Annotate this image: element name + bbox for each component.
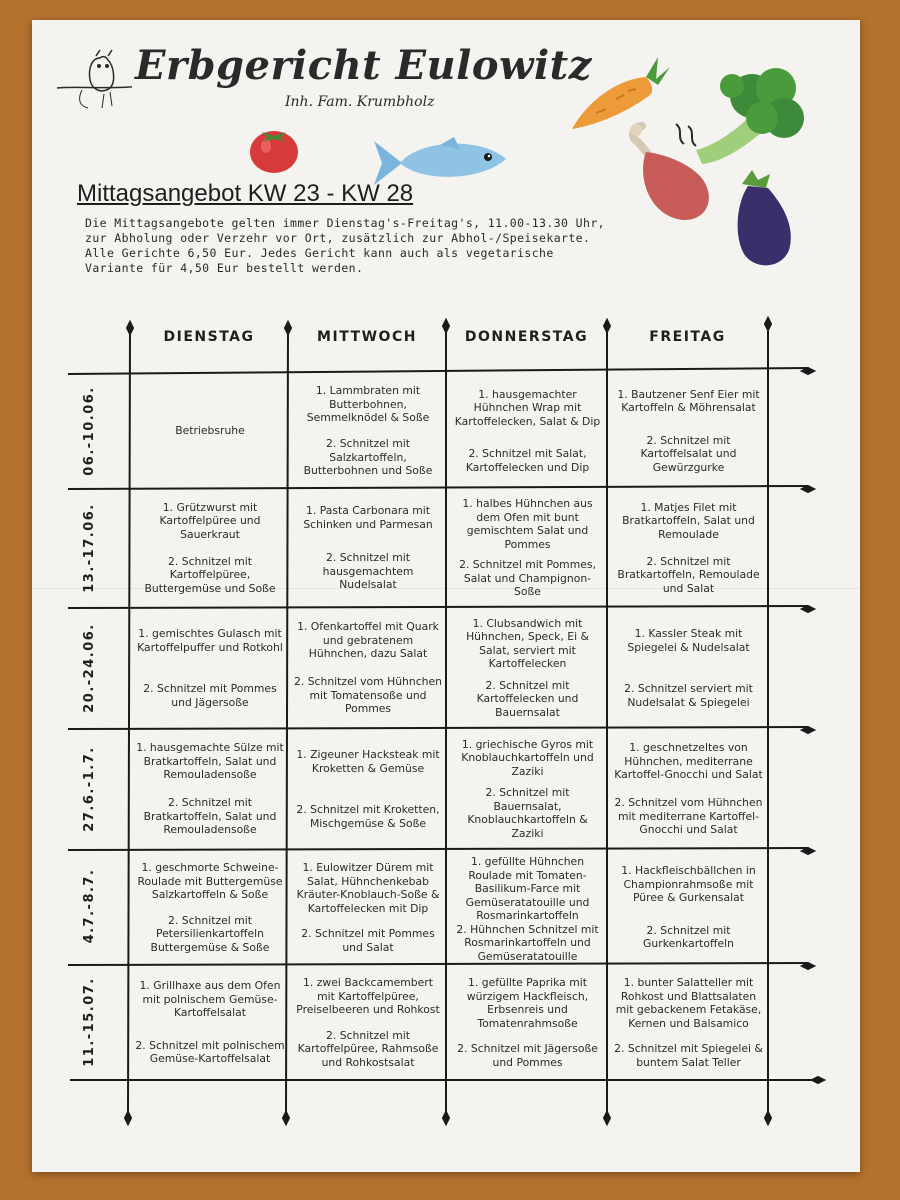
dish-text: 2. Schnitzel mit Pommes, Salat und Champignon-Soße <box>459 558 596 599</box>
dish-text: 2. Schnitzel mit Bratkartoffeln, Remoulade und Salat <box>617 554 760 595</box>
dish-text: 1. hausgemachter Hühnchen Wrap mit Kartoffelecken, Salat & Dip <box>454 387 601 428</box>
dish-text: 1. gemischtes Gulasch mit Kartoffelpuffer und Rotkohl <box>137 627 283 654</box>
menu-cell <box>290 966 446 1079</box>
menu-cell <box>448 966 607 1079</box>
day-header-friday: FREITAG <box>649 329 726 345</box>
dish-text: 2. Schnitzel mit Kroketten, Mischgemüse & Soße <box>296 803 440 830</box>
dish-text: 2. Schnitzel mit Kartoffelecken und Bauernsalat <box>476 678 579 719</box>
grid-line-horizontal <box>68 848 808 850</box>
dish-text: 1. Pasta Carbonara mit Schinken und Parmesan <box>303 504 433 531</box>
dish-text: 1. halbes Hühnchen aus dem Ofen mit bunt gemischtem Salat und Pommes <box>462 497 593 551</box>
menu-cell <box>609 609 768 727</box>
dish-text: 2. Schnitzel mit Pommes und Salat <box>301 927 435 954</box>
dish-text: 2. Schnitzel mit Bratkartoffeln, Salat und Remouladensoße <box>143 796 277 837</box>
grid-line-horizontal <box>68 606 808 608</box>
menu-cell <box>609 966 768 1079</box>
dish-text: 2. Schnitzel mit Gurkenkartoffeln <box>643 923 734 951</box>
dish-text: 1. Kassler Steak mit Spiegelei & Nudelsalat <box>627 627 750 654</box>
dish-text: 1. Bautzener Senf Eier mit Kartoffeln & Möhrensalat <box>617 387 760 415</box>
dish-text: 1. zwei Backcamembert mit Kartoffelpüree, Preiselbeeren und Rohkost <box>296 976 440 1016</box>
week-label: 13.-17.06. <box>82 503 97 593</box>
menu-cell <box>609 374 768 488</box>
dish-text: 1. geschmorte Schweine-Roulade mit Buttergemüse Salzkartoffeln & Soße <box>137 861 283 901</box>
dish-text: 1. Zigeuner Hacksteak mit Kroketten & Gemüse <box>296 748 440 775</box>
dish-text: 1. hausgemachte Sülze mit Bratkartoffeln, Salat und Remouladensoße <box>136 741 284 782</box>
dish-text: 2. Hühnchen Schnitzel mit Rosmarinkartoffeln und Gemüseratatouille <box>456 922 599 963</box>
brand-subtitle: Inh. Fam. Krumbholz <box>285 94 435 110</box>
dish-text: 1. Grützwurst mit Kartoffelpüree und Sauerkraut <box>159 500 261 541</box>
dish-text: 2. Schnitzel mit Pommes und Jägersoße <box>143 682 277 709</box>
menu-cell <box>609 490 768 606</box>
dish-text: 2. Schnitzel vom Hühnchen mit mediterrane Kartoffel-Gnocchi und Salat <box>614 796 763 837</box>
menu-cell <box>290 730 446 848</box>
dish-text: 1. geschnetzeltes von Hühnchen, mediterrane Kartoffel-Gnocchi und Salat <box>614 741 763 782</box>
dish-text: 1. Eulowitzer Dürem mit Salat, Hühnchenkebab Kräuter-Knoblauch-Soße & Kartoffelecken mit Dip <box>296 861 440 915</box>
dish-text: 1. Grillhaxe aus dem Ofen mit polnischem Gemüse-Kartoffelsalat <box>139 979 281 1020</box>
dish-text: 1. gefüllte Hühnchen Roulade mit Tomaten-Basilikum-Farce mit Gemüseratatouille und Rosmarinkartoffeln <box>465 855 590 922</box>
dish-text: 1. Ofenkartoffel mit Quark und gebratenem Hühnchen, dazu Salat <box>297 620 439 661</box>
week-label: 11.-15.07. <box>82 977 97 1067</box>
dish-text: 1. griechische Gyros mit Knoblauchkartoffeln und Zaziki <box>461 737 594 778</box>
menu-cell <box>132 374 288 488</box>
week-label: 27.6.-1.7. <box>82 746 97 832</box>
menu-cell <box>290 851 446 964</box>
intro-line: Alle Gerichte 6,50 Eur. Jedes Gericht kann auch als vegetarische <box>85 246 554 260</box>
dish-text: 2. Schnitzel mit Kartoffelpüree, Rahmsoße und Rohkostsalat <box>297 1028 439 1069</box>
menu-cell <box>448 609 607 727</box>
menu-cell <box>448 490 607 606</box>
intro-line: zur Abholung oder Verzehr vor Ort, zusätzlich zur Abhol-/Speisekarte. <box>85 231 591 245</box>
week-label: 20.-24.06. <box>82 623 97 713</box>
dish-text: 2. Schnitzel mit Spiegelei & buntem Salat Teller <box>614 1042 763 1069</box>
menu-cell <box>609 851 768 964</box>
menu-cell <box>132 966 288 1079</box>
dish-text: 2. Schnitzel serviert mit Nudelsalat & Spiegelei <box>624 682 753 709</box>
menu-cell <box>290 490 446 606</box>
dish-text: 2. Schnitzel mit polnischem Gemüse-Kartoffelsalat <box>135 1038 285 1066</box>
dish-text: 1. Matjes Filet mit Bratkartoffeln, Salat und Remoulade <box>622 500 755 541</box>
grid-line-vertical <box>128 328 130 1116</box>
menu-cell <box>132 851 288 964</box>
dish-text: 1. Lammbraten mit Butterbohnen, Semmelknödel & Soße <box>306 384 430 425</box>
dish-text: 1. Clubsandwich mit Hühnchen, Speck, Ei & Salat, serviert mit Kartoffelecken <box>466 616 589 671</box>
day-header-thursday: DONNERSTAG <box>464 329 589 345</box>
menu-cell <box>290 374 446 488</box>
dish-text: 2. Schnitzel mit Bauernsalat, Knoblauchkartoffeln & Zaziki <box>467 786 588 840</box>
week-label: 4.7.-8.7. <box>82 868 97 944</box>
menu-cell <box>609 730 768 848</box>
dish-text: 1. gefüllte Paprika mit würzigem Hackfleisch, Erbsenreis und Tomatenrahmsoße <box>466 976 589 1030</box>
dish-text: 2. Schnitzel vom Hühnchen mit Tomatensoße und Pommes <box>293 675 443 716</box>
dish-text: 2. Schnitzel mit Kartoffelsalat und Gewürzgurke <box>640 433 737 474</box>
dish-text: 2. Schnitzel mit Petersilienkartoffeln Buttergemüse & Soße <box>150 913 270 954</box>
menu-cell <box>132 609 288 727</box>
menu-cell <box>290 609 446 727</box>
day-header-tuesday: DIENSTAG <box>163 329 255 345</box>
dish-text: 2. Schnitzel mit Kartoffelpüree, Buttergemüse und Soße <box>144 554 276 595</box>
dish-text: 2. Schnitzel mit Salzkartoffeln, Butterbohnen und Soße <box>303 437 433 478</box>
intro-line: Die Mittagsangebote gelten immer Dienstag's-Freitag's, 11.00-13.30 Uhr, <box>85 216 605 230</box>
menu-cell <box>132 730 288 848</box>
week-label: 06.-10.06. <box>82 386 97 476</box>
dish-text: 2. Schnitzel mit hausgemachtem Nudelsalat <box>322 551 414 592</box>
intro-line: Variante für 4,50 Eur bestellt werden. <box>85 261 364 275</box>
dish-text: 2. Schnitzel mit Salat, Kartoffelecken und Dip <box>465 447 590 474</box>
grid-line-horizontal <box>68 727 808 729</box>
brand-name: Erbgericht Eulowitz <box>135 42 592 89</box>
dish-text: 2. Schnitzel mit Jägersoße und Pommes <box>457 1042 598 1069</box>
menu-cell <box>448 730 607 848</box>
menu-cell <box>448 851 607 964</box>
menu-cell <box>132 490 288 606</box>
menu-cell <box>448 374 607 488</box>
day-header-wednesday: MITTWOCH <box>317 329 417 345</box>
dish-text: 1. Hackfleischbällchen in Championrahmsoße mit Püree & Gurkensalat <box>621 864 756 905</box>
dish-text: 1. bunter Salatteller mit Rohkost und Blattsalaten mit gebackenem Fetakäse, Kernen und Balsamico <box>615 976 762 1030</box>
menu-title: Mittagsangebot KW 23 - KW 28 <box>77 180 414 207</box>
dish-text: Betriebsruhe <box>175 424 245 438</box>
